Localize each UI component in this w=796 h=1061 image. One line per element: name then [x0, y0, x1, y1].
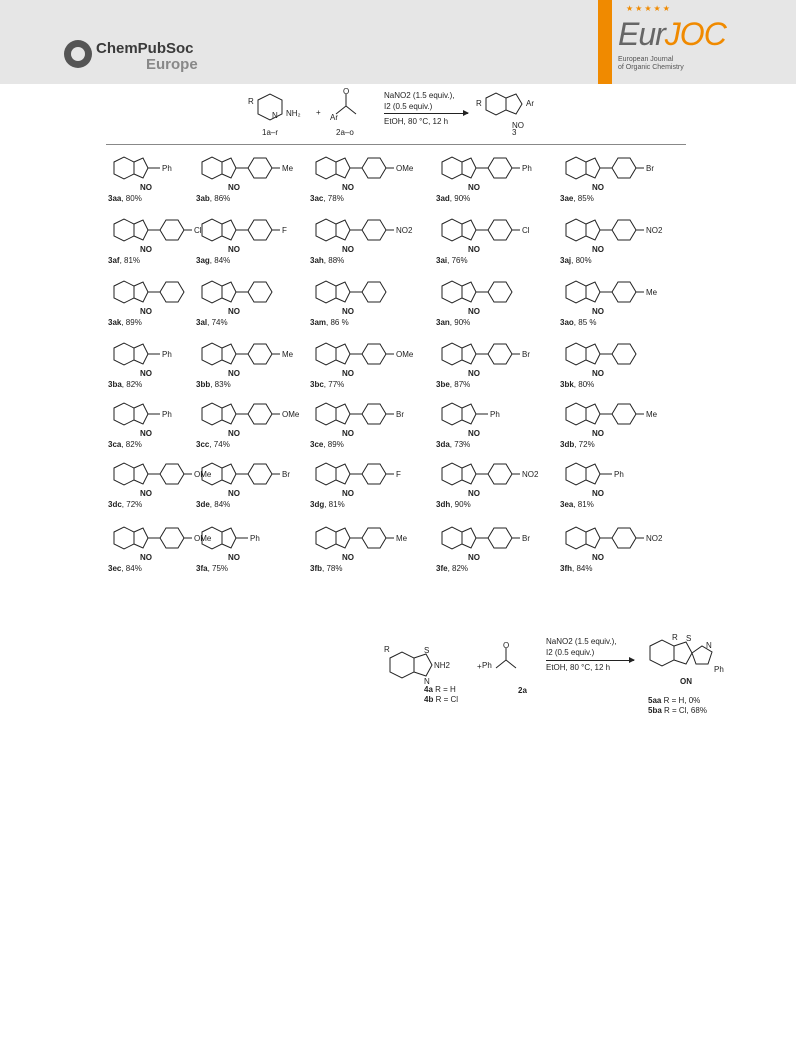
compound-label-3de [196, 500, 230, 509]
label-5aa: 5aa R = H, 0% [648, 696, 701, 705]
condition-2: I2 (0.5 equiv.) [384, 102, 433, 111]
nitroso-label: NO [342, 553, 354, 562]
compound-id: 3am [310, 318, 327, 327]
compound-structure-3dg [310, 458, 428, 506]
compound-id: 3an [436, 318, 450, 327]
compound-id: 3dc [108, 500, 122, 509]
reagent1-label: 1a–r [262, 128, 279, 137]
substituent-3ah: NO2 [396, 226, 413, 235]
compound-label-3bb [196, 380, 231, 389]
compound-structure-3ea [560, 458, 678, 506]
compound-label-3ae [560, 194, 594, 203]
compound-structure-3fa [196, 522, 314, 570]
condition-1: NaNO2 (1.5 equiv.), [384, 91, 455, 100]
compound-id: 3dg [310, 500, 325, 509]
compound-id: 3be [436, 380, 450, 389]
compound-yield: , 84% [209, 500, 231, 509]
compound-structure-3fe [436, 522, 554, 570]
compound-label-3am [310, 318, 349, 327]
compound-id: 3ab [196, 194, 210, 203]
nitroso-label: NO [592, 369, 604, 378]
compound-structure-3db [560, 398, 678, 446]
compound-label-3cc [196, 440, 230, 449]
nitroso-label: NO [228, 369, 240, 378]
n-label: N [424, 677, 430, 686]
compound-structure-3da [436, 398, 554, 446]
compound-id: 3cc [196, 440, 210, 449]
compound-id: 3dh [436, 500, 451, 509]
compound-structure-3ai [436, 214, 554, 262]
compound-id: 3da [436, 440, 450, 449]
compound-label-3aj [560, 256, 592, 265]
svg-text:S: S [686, 634, 692, 643]
substituent-3ao: Me [646, 288, 658, 297]
substituent-3ea: Ph [614, 470, 624, 479]
label-5ba: 5ba R = Cl, 68% [648, 706, 707, 715]
compound-id: 3de [196, 500, 210, 509]
compound-structure-3fh [560, 522, 678, 570]
svg-text:N: N [706, 641, 712, 650]
compound-label-3ab [196, 194, 230, 203]
compound-yield: , 78% [322, 564, 343, 573]
substituent-3dg: F [396, 470, 401, 479]
compound-label-3db [560, 440, 595, 449]
compound-yield: , 74% [207, 318, 228, 327]
substituent-3aa: Ph [162, 164, 172, 173]
nitroso-label: NO [592, 429, 604, 438]
compound-label-3ai [436, 256, 468, 265]
compound-yield: , 82% [121, 440, 142, 449]
compound-label-3ec [108, 564, 142, 573]
compound-structure-3ae [560, 152, 678, 200]
substituent-3fb: Me [396, 534, 408, 543]
publisher-name: ChemPubSoc [96, 40, 194, 57]
nitroso-label: NO [342, 245, 354, 254]
condition-3: EtOH, 80 °C, 12 h [384, 117, 449, 126]
condition-b2: I2 (0.5 equiv.) [546, 648, 595, 657]
ph-label: Ph [482, 661, 492, 670]
substituent-3bb: Me [282, 350, 294, 359]
ketone-structure [330, 87, 366, 122]
compound-structure-3bb [196, 338, 314, 386]
substituent-3ec: OMe [194, 534, 212, 543]
compound-yield: , 81% [119, 256, 141, 265]
substituent-3fa: Ph [250, 534, 260, 543]
product-5-structure [644, 632, 744, 692]
compound-id: 3ba [108, 380, 122, 389]
compound-label-3fb [310, 564, 342, 573]
compound-yield: , 77% [323, 380, 345, 389]
substituent-3db: Me [646, 410, 658, 419]
compound-yield: , 80% [573, 380, 595, 389]
compound-label-3bc [310, 380, 344, 389]
label-4b: 4b R = Cl [424, 695, 459, 704]
compound-label-3aa [108, 194, 142, 203]
substituent-3af: Cl [194, 226, 202, 235]
compound-label-3ag [196, 256, 230, 265]
compound-structure-3fb [310, 522, 428, 570]
scheme-divider [106, 144, 686, 145]
nitroso-label: NO [228, 307, 240, 316]
substituent-3de: Br [282, 470, 290, 479]
compound-yield: , 84% [121, 564, 142, 573]
compound-yield: , 80% [121, 194, 142, 203]
nitroso-label: NO [342, 369, 354, 378]
compound-label-3dg [310, 500, 345, 509]
substituent-3ca: Ph [162, 410, 172, 419]
compound-yield: , 83% [210, 380, 231, 389]
compound-id: 3aa [108, 194, 122, 203]
plus-sign: + [316, 108, 321, 117]
compound-yield: , 73% [449, 440, 471, 449]
svg-text:R: R [476, 99, 482, 108]
compound-label-3dh [436, 500, 471, 509]
compound-id: 3ec [108, 564, 122, 573]
compound-id: 3ae [560, 194, 574, 203]
compound-id: 3ao [560, 318, 574, 327]
substituent-3aj: NO2 [646, 226, 663, 235]
compound-id: 3fb [310, 564, 322, 573]
compound-id: 3af [108, 256, 120, 265]
acetophenone-structure [482, 641, 522, 676]
logo-joc: JOC [664, 16, 726, 52]
compound-id: 3al [196, 318, 208, 327]
substituent-3dh: NO2 [522, 470, 539, 479]
compound-label-3be [436, 380, 470, 389]
nitroso-label: NO [468, 553, 480, 562]
compound-id: 3ce [310, 440, 324, 449]
compound-yield: , 78% [323, 194, 344, 203]
plus-sign-2: + [477, 662, 482, 671]
substituent-3fe: Br [522, 534, 530, 543]
compound-yield: , 86% [209, 194, 231, 203]
nitroso-label: NO [140, 245, 152, 254]
compound-label-3fh [560, 564, 592, 573]
substituent-3ce: Br [396, 410, 404, 419]
nitroso-label: NO [228, 183, 240, 192]
publisher-sub: Europe [146, 56, 198, 73]
condition-b1: NaNO2 (1.5 equiv.), [546, 637, 617, 646]
compound-id: 3ad [436, 194, 450, 203]
nitroso-label: NO [592, 489, 604, 498]
logo-eur: Eur [618, 16, 665, 52]
compound-yield: , 81% [573, 500, 594, 509]
substituent-3cc: OMe [282, 410, 300, 419]
compound-structure-3bc [310, 338, 428, 386]
compound-yield: , 90% [449, 318, 471, 327]
compound-id: 3ca [108, 440, 122, 449]
compound-structure-3cc [196, 398, 314, 446]
compound-yield: , 82% [121, 380, 143, 389]
compound-yield: , 88% [323, 256, 345, 265]
reaction-arrow [384, 113, 468, 114]
compound-yield: , 80% [571, 256, 592, 265]
nitroso-label: NO [468, 245, 480, 254]
compound-label-3an [436, 318, 470, 327]
svg-text:R: R [672, 633, 678, 642]
label-4a: 4a R = H [424, 685, 456, 694]
reagent2-label: 2a–o [336, 128, 354, 137]
nitroso-label: NO [342, 489, 354, 498]
compound-structure-3ce [310, 398, 428, 446]
compound-structure-3aj [560, 214, 678, 262]
nitroso-label: NO [468, 369, 480, 378]
compound-id: 3bk [560, 380, 574, 389]
compound-label-3ak [108, 318, 142, 327]
substituent-3ae: Br [646, 164, 654, 173]
nh2-label: NH2 [434, 661, 451, 670]
nitroso-label: NO [228, 245, 240, 254]
nitroso-label: NO [140, 489, 152, 498]
s-label: S [424, 646, 430, 655]
compound-structure-3be [436, 338, 554, 386]
substituent-3bc: OMe [396, 350, 414, 359]
compound-label-3ce [310, 440, 344, 449]
compound-structure-3an [436, 276, 554, 324]
compound-structure-3ad [436, 152, 554, 200]
compound-structure-3am [310, 276, 428, 324]
compound-id: 3db [560, 440, 575, 449]
substituent-3dc: OMe [194, 470, 212, 479]
compound-yield: , 82% [447, 564, 469, 573]
compound-id: 3ak [108, 318, 122, 327]
compound-structure-3de [196, 458, 314, 506]
product-label: 3 [512, 128, 517, 137]
compound-label-3af [108, 256, 140, 265]
conditions-top [384, 90, 455, 127]
compound-id: 3bc [310, 380, 324, 389]
condition-b3: EtOH, 80 °C, 12 h [546, 663, 611, 672]
nitroso-label: NO [342, 183, 354, 192]
compound-structure-3ac [310, 152, 428, 200]
svg-text:O: O [343, 87, 350, 96]
compound-structure-3ag [196, 214, 314, 262]
compound-yield: , 85% [573, 194, 594, 203]
compound-label-3fe [436, 564, 468, 573]
svg-text:Ar: Ar [526, 99, 534, 108]
nitroso-label: NO [228, 553, 240, 562]
compound-yield: , 76% [447, 256, 468, 265]
compound-label-3fa [196, 564, 228, 573]
compound-id: 3ah [310, 256, 324, 265]
compound-structure-3ah [310, 214, 428, 262]
substituent-3da: Ph [490, 410, 500, 419]
compound-structure-3al [196, 276, 314, 324]
substituent-3be: Br [522, 350, 530, 359]
svg-text:N: N [272, 111, 278, 120]
nitroso-label: NO [468, 489, 480, 498]
nitroso-label: NO [140, 553, 152, 562]
nitroso-label: NO [468, 429, 480, 438]
compound-label-3ad [436, 194, 470, 203]
journal-sub1: European Journal [618, 56, 674, 63]
compound-yield: , 89% [121, 318, 142, 327]
compound-structure-3ao [560, 276, 678, 324]
nitroso-label: NO [592, 245, 604, 254]
label-2a: 2a [518, 686, 527, 695]
compound-id: 3ag [196, 256, 210, 265]
compound-label-3ah [310, 256, 344, 265]
compound-label-3bk [560, 380, 594, 389]
compound-label-3dc [108, 500, 142, 509]
svg-text:R: R [248, 97, 254, 106]
substituent-3ai: Cl [522, 226, 530, 235]
compound-label-3al [196, 318, 228, 327]
compound-yield: , 74% [209, 440, 230, 449]
stars-icon: ★★★★★ [626, 4, 672, 13]
nitroso-label: NO [342, 429, 354, 438]
svg-text:Ph: Ph [714, 665, 724, 674]
compound-label-3ca [108, 440, 142, 449]
journal-sub2: of Organic Chemistry [618, 64, 684, 71]
compound-yield: , 85 % [573, 318, 597, 327]
r-label: R [384, 645, 390, 654]
compound-id: 3bb [196, 380, 211, 389]
compound-label-3ea [560, 500, 594, 509]
substituent-3ab: Me [282, 164, 294, 173]
compound-yield: , 72% [574, 440, 595, 449]
compound-structure-3dh [436, 458, 554, 506]
svg-text:Ar: Ar [330, 113, 338, 122]
substituent-3ac: OMe [396, 164, 414, 173]
compound-id: 3fe [436, 564, 448, 573]
svg-text:NH₂: NH₂ [286, 109, 301, 118]
nitroso-label: NO [592, 307, 604, 316]
nitroso-label: NO [140, 369, 152, 378]
nitroso-label: NO [140, 429, 152, 438]
nitroso-label: NO [140, 183, 152, 192]
compound-id: 3ai [436, 256, 448, 265]
nitroso-label: NO [140, 307, 152, 316]
compound-yield: , 84% [572, 564, 593, 573]
compound-yield: , 72% [121, 500, 143, 509]
nitroso-label: NO [342, 307, 354, 316]
on-label: ON [680, 677, 692, 686]
compound-yield: , 84% [209, 256, 231, 265]
compound-structure-3ab [196, 152, 314, 200]
compound-structure-3bk [560, 338, 678, 386]
compound-id: 3fa [196, 564, 208, 573]
substituent-3fh: NO2 [646, 534, 663, 543]
nitroso-label: NO [468, 307, 480, 316]
nitroso-label: NO [592, 553, 604, 562]
substituent-3ba: Ph [162, 350, 172, 359]
aminopyridine-structure [246, 90, 306, 130]
compound-yield: , 87% [449, 380, 471, 389]
conditions-bottom [546, 636, 617, 673]
substituent-3ag: F [282, 226, 287, 235]
compound-yield: , 89% [323, 440, 344, 449]
compound-yield: , 90% [450, 500, 471, 509]
nitroso-label: NO [468, 183, 480, 192]
substituent-3ad: Ph [522, 164, 532, 173]
compound-label-3da [436, 440, 470, 449]
compound-id: 3aj [560, 256, 572, 265]
compound-id: 3fh [560, 564, 572, 573]
compound-yield: , 75% [207, 564, 229, 573]
nitroso-label: NO [228, 429, 240, 438]
compound-id: 3ea [560, 500, 574, 509]
svg-text:NO: NO [512, 121, 524, 130]
nitroso-label: NO [228, 489, 240, 498]
compound-label-3ao [560, 318, 596, 327]
compound-yield: , 90% [449, 194, 471, 203]
nitroso-label: NO [592, 183, 604, 192]
compound-label-3ac [310, 194, 344, 203]
compound-yield: , 86 % [326, 318, 349, 327]
reaction-arrow-2 [546, 660, 634, 661]
compound-label-3ba [108, 380, 142, 389]
svg-text:O: O [503, 641, 510, 650]
compound-id: 3ac [310, 194, 324, 203]
compound-yield: , 81% [324, 500, 345, 509]
